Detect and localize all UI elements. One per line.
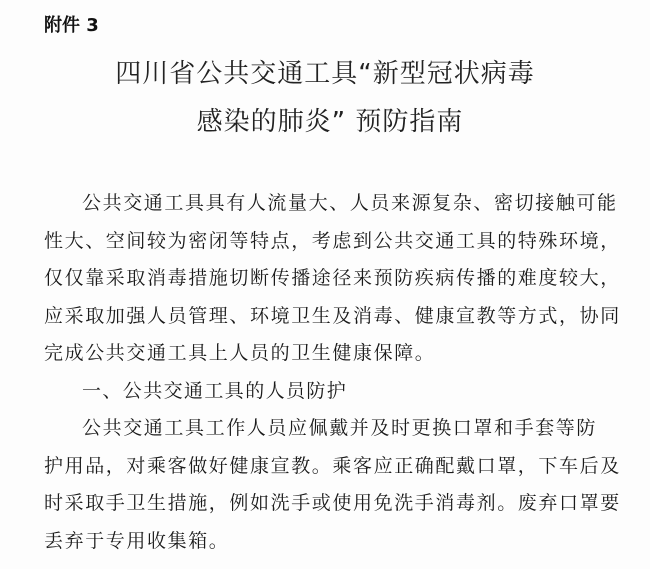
section-heading-personnel-protection: 一、公共交通工具的人员防护 (82, 380, 348, 402)
paragraph-line: 仅仅靠采取消毒措施切断传播途径来预防疾病传播的难度较大， (44, 267, 621, 289)
attachment-label: 附件 3 (44, 15, 99, 36)
paragraph-line: 丢弃于专用收集箱。 (44, 529, 230, 552)
paragraph-line: 应采取加强人员管理、环境卫生及消毒、健康宣教等方式，协同 (44, 304, 621, 327)
paragraph-line: 护用品，对乘客做好健康宣教。乘客应正确配戴口罩，下车后及 (44, 454, 621, 477)
paragraph-line: 完成公共交通工具上人员的卫生健康保障。 (44, 342, 436, 364)
paragraph-line: 时采取手卫生措施，例如洗手或使用免洗手消毒剂。废弃口罩要 (44, 492, 621, 514)
title-line-2: 感染的肺炎” 预防指南 (196, 107, 464, 137)
paragraph-personnel-protection (44, 410, 634, 560)
title-line-1: 四川省公共交通工具“新型冠状病毒 (115, 59, 535, 89)
paragraph-intro (44, 185, 634, 373)
paragraph-line: 公共交通工具具有人流量大、人员来源复杂、密切接触可能 (82, 192, 618, 214)
paragraph-line: 性大、空间较为密闭等特点，考虑到公共交通工具的特殊环境， (44, 229, 621, 252)
paragraph-line: 公共交通工具工作人员应佩戴并及时更换口罩和手套等防 (82, 417, 598, 439)
